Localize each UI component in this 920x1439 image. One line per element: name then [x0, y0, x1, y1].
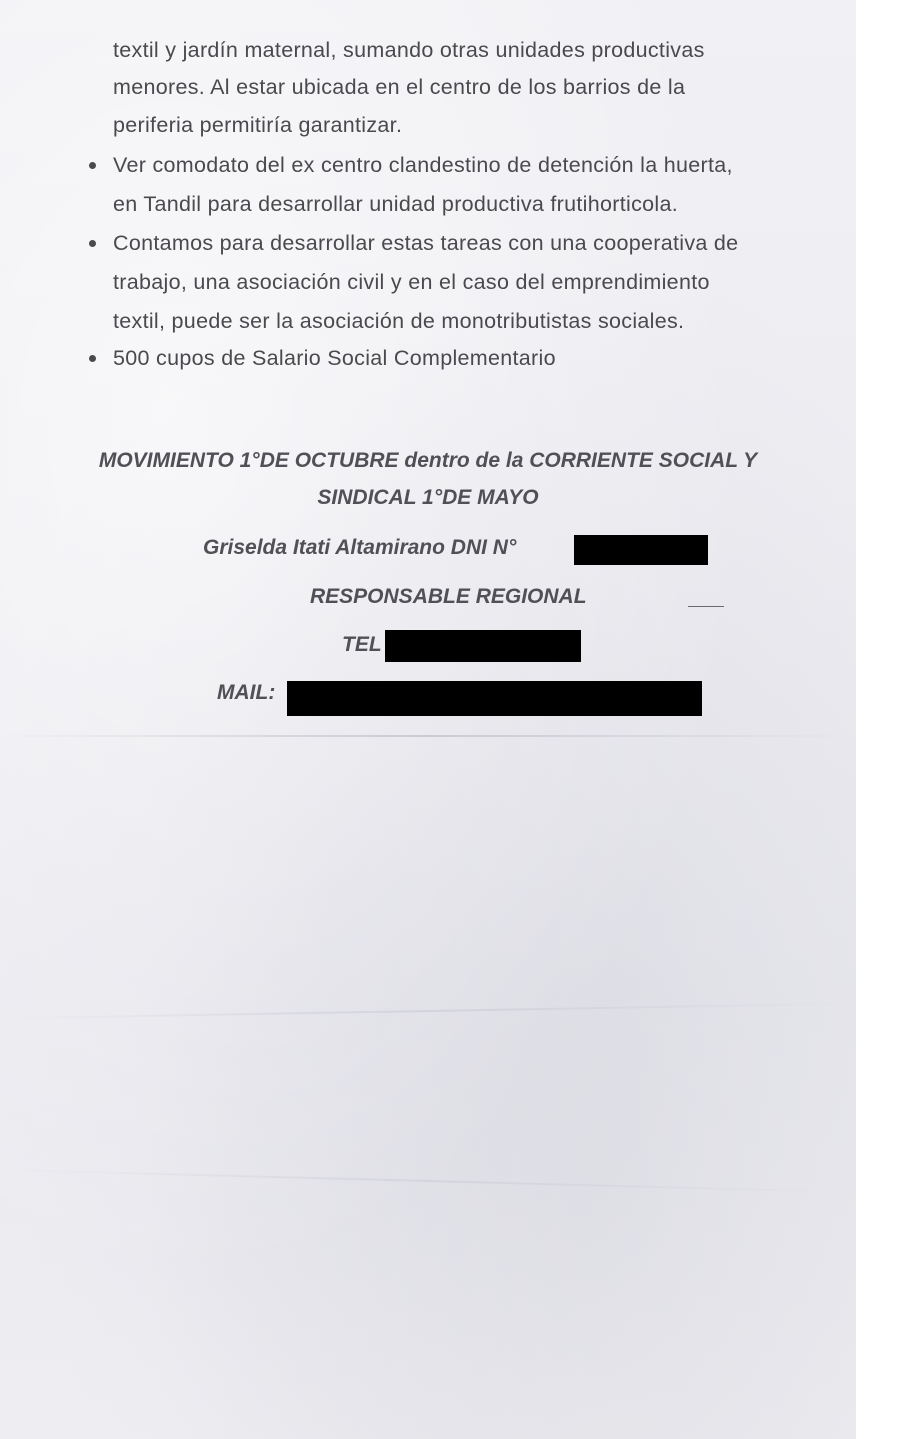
bullet-line: Contamos para desarrollar estas tareas con una cooperativa de: [113, 231, 739, 255]
paper-fold: [0, 735, 856, 737]
organization-line: MOVIMIENTO 1°DE OCTUBRE dentro de la CORRIENTE SOCIAL Y: [98, 449, 758, 472]
paragraph-line: periferia permitiría garantizar.: [113, 113, 403, 137]
bullet-line: 500 cupos de Salario Social Complementario: [113, 346, 556, 370]
bullet-line: Ver comodato del ex centro clandestino de detención la huerta,: [113, 153, 733, 177]
paper-wrinkle: [0, 1003, 856, 1020]
bullet-dot-icon: [89, 355, 96, 362]
bullet-line: textil, puede ser la asociación de monotributistas sociales.: [113, 309, 685, 333]
bullet-dot-icon: [89, 162, 96, 169]
bullet-dot-icon: [89, 240, 96, 247]
mail-label: MAIL:: [217, 681, 276, 704]
bullet-line: trabajo, una asociación civil y en el caso del emprendimiento: [113, 270, 710, 294]
paragraph-line: menores. Al estar ubicada en el centro de los barrios de la: [113, 75, 686, 99]
paragraph-line: textil y jardín maternal, sumando otras unidades productivas: [113, 38, 705, 62]
tel-label: TEL: [342, 633, 382, 656]
redaction-box-tel: [385, 630, 581, 662]
paper-wrinkle: [0, 1169, 856, 1193]
pen-mark: [688, 606, 724, 607]
redaction-box-dni: [574, 535, 708, 565]
signer-name: Griselda Itati Altamirano DNI N°: [203, 536, 517, 559]
organization-line: SINDICAL 1°DE MAYO: [317, 486, 539, 509]
signer-role: RESPONSABLE REGIONAL: [310, 585, 587, 608]
redaction-box-mail: [287, 681, 702, 716]
bullet-line: en Tandil para desarrollar unidad productiva frutihorticola.: [113, 192, 678, 216]
